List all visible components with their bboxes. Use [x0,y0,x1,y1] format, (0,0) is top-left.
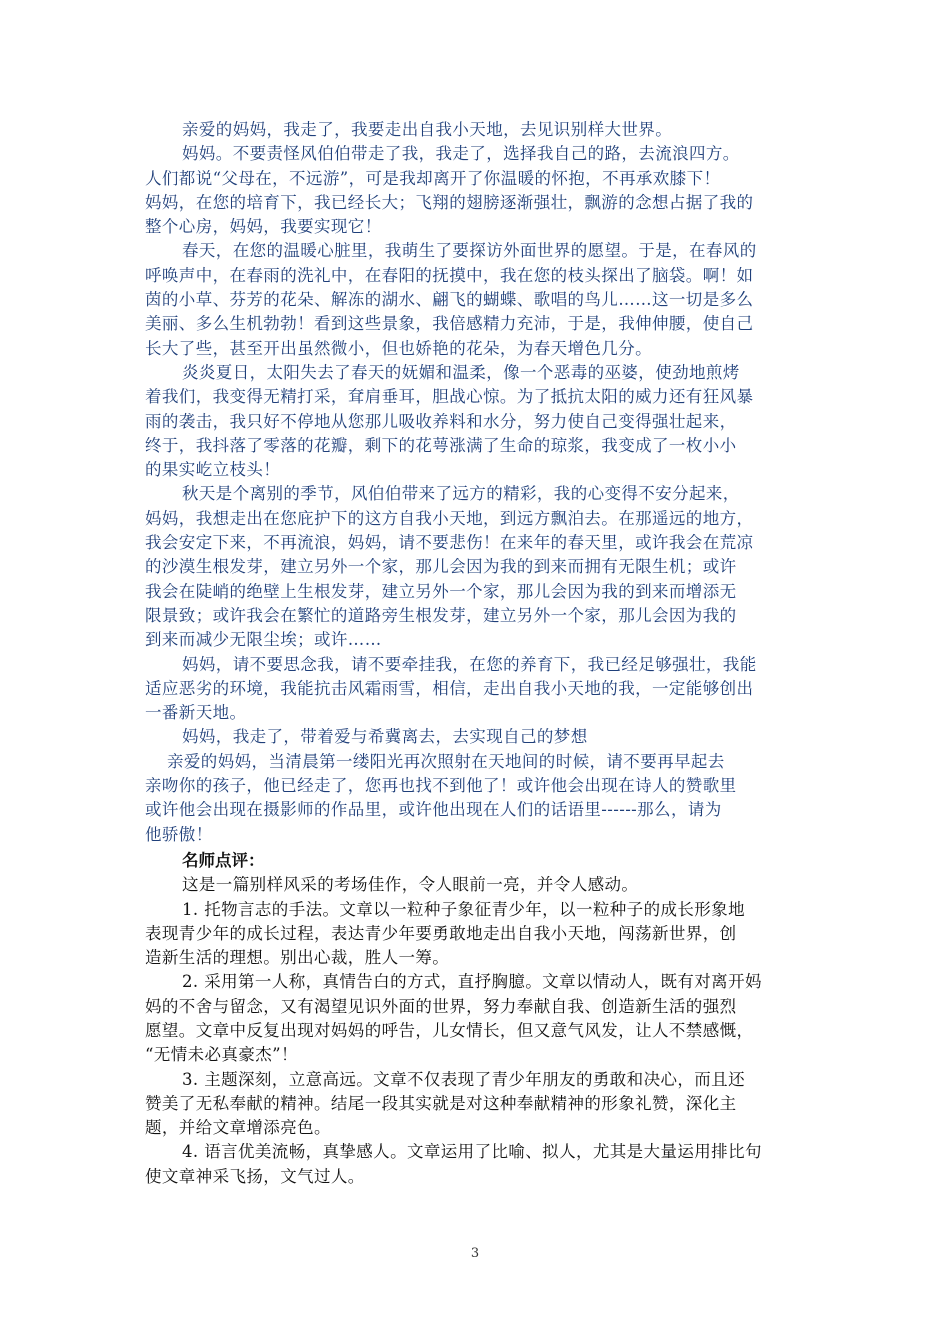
review-paragraph: 1. 托物言志的手法。文章以一粒种子象征青少年，以一粒种子的成长形象地 表现青少年的成长过程，表达青少年要勇敢地走出自我小天地，闯荡新世界，创 造新生活的理想。别出心裁，胜人一筹。 [145,899,745,968]
page-number: 3 [470,1246,480,1261]
essay-paragraph: 秋天是个离别的季节，风伯伯带来了远方的精彩，我的心变得不安分起来， 妈妈，我想走出在您庇护下的这方自我小天地，到远方飘泊去。在那遥远的地方， 我会安定下来，不再流浪，妈妈，请不要悲伤！在来年的春天里，或许我会在荒凉 的沙漠生根发芽，建立另外一个家，那儿会因为我的到来而拥有无限生机；或许 我会在陡峭的绝壁上生根发芽，建立另外一个家，那儿会因为我的到来而增添无 限景致；或许我会在繁忙的道路旁生根发芽，建立另外一个家，那儿会因为我的 到来而减少无限尘埃；或许…… [145,484,754,650]
document-page [145,118,807,1189]
essay-paragraph: 妈妈，请不要思念我，请不要牵挂我，在您的养育下，我已经足够强壮，我能 适应恶劣的环境，我能抗击风霜雨雪，相信，走出自我小天地的我，一定能够创出 一番新天地。 [145,654,757,723]
essay-paragraph: 妈妈。不要责怪风伯伯带走了我，我走了，选择我自己的路，去流浪四方。 人们都说“父母在，不远游”，可是我却离开了你温暖的怀抱，不再承欢膝下！ 妈妈，在您的培育下，我已经长大；飞翔的翅膀逐渐强壮，飘游的念想占据了我的 整个心房，妈妈，我要实现它！ [145,144,754,237]
essay-paragraph: 亲爱的妈妈，我走了，我要走出自我小天地，去见识别样大世界。 [182,120,673,139]
essay-paragraph: 亲爱的妈妈，当清晨第一缕阳光再次照射在天地间的时候，请不要再早起去 亲吻你的孩子，他已经走了，您再也找不到他了！或许他会出现在诗人的赞歌里 或许他会出现在摄影师的作品里，或许他出现在人们的话语里------那么，请为 他骄傲！ [145,751,737,844]
review-paragraph: 4. 语言优美流畅，真挚感人。文章运用了比喻、拟人，尤其是大量运用排比句 使文章神采飞扬，文气过人。 [145,1142,762,1186]
review-paragraph: 3. 主题深刻，立意高远。文章不仅表现了青少年朋友的勇敢和决心，而且还 赞美了无私奉献的精神。结尾一段其实就是对这种奉献精神的形象礼赞，深化主 题，并给文章增添亮色。 [145,1069,745,1138]
essay-section [145,118,807,847]
essay-paragraph: 春天，在您的温暖心脏里，我萌生了要探访外面世界的愿望。于是，在春风的 呼唤声中，在春雨的洗礼中，在春阳的抚摸中，我在您的枝头探出了脑袋。啊！如 茵的小草、芬芳的花朵、解冻的湖水、翩飞的蝴蝶、歌唱的鸟儿……这一切是多么 美丽、多么生机勃勃！看到这些景象，我倍感精力充沛，于是，我伸伸腰，使自己 长大了些，甚至开出虽然微小，但也娇艳的花朵，为春天增色几分。 [145,241,757,358]
review-heading: 名师点评： [182,850,265,870]
essay-paragraph: 炎炎夏日，太阳失去了春天的妩媚和温柔，像一个恶毒的巫婆，使劲地煎烤 着我们，我变得无精打采，耷肩垂耳，胆战心惊。为了抵抗太阳的威力还有狂风暴 雨的袭击，我只好不停地从您那儿吸收养料和水分，努力使自己变得强壮起来， 终于，我抖落了零落的花瓣，剩下的花萼涨满了生命的琼浆，我变成了一枚小小 的果实屹立枝头！ [145,362,754,480]
review-paragraph: 这是一篇别样风采的考场佳作，令人眼前一亮，并令人感动。 [182,875,639,895]
review-section [145,849,807,1189]
essay-paragraph: 妈妈，我走了，带着爱与希冀离去，去实现自己的梦想 [182,727,588,747]
review-paragraph: 2. 采用第一人称，真情告白的方式，直抒胸臆。文章以情动人，既有对离开妈 妈的不舍与留念，又有渴望见识外面的世界，努力奉献自我、创造新生活的强烈 愿望。文章中反复出现对妈妈的呼告，儿女情长，但又意气风发，让人不禁感慨， “无情未必真豪杰”！ [145,972,762,1065]
